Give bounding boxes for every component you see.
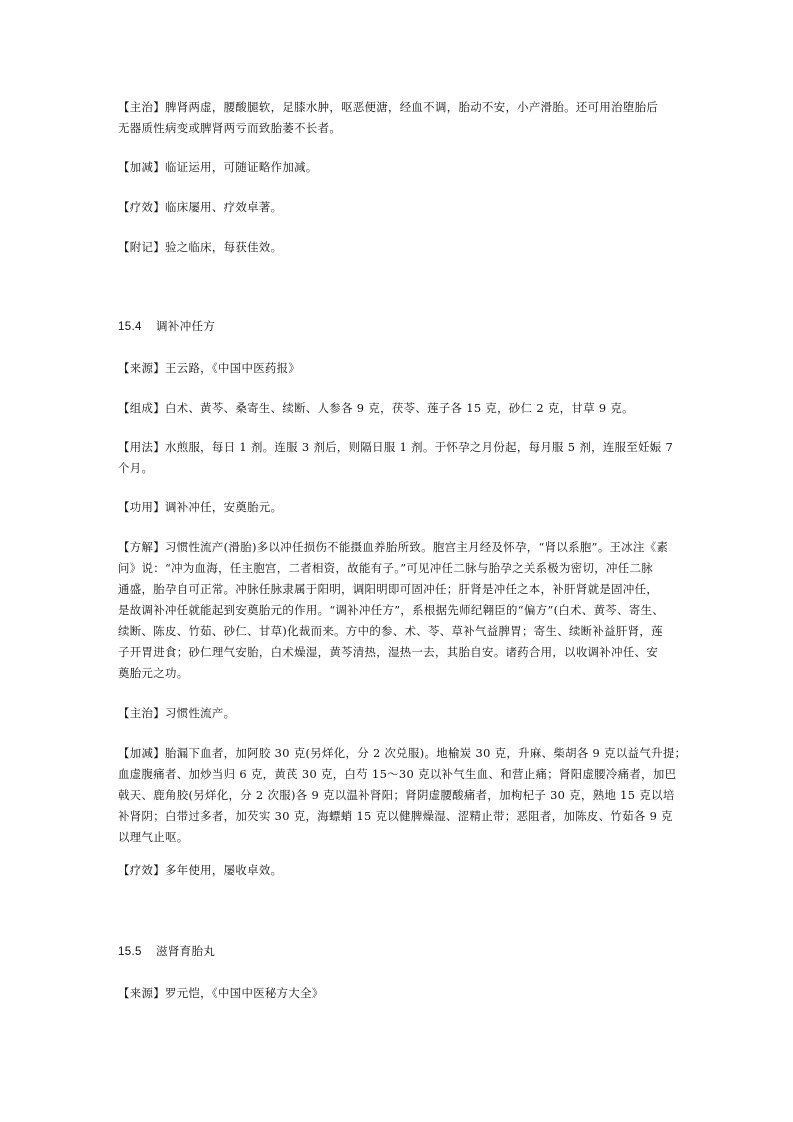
paragraph-line: 子开胃进食；砂仁理气安胎，白术燥湿，黄芩清热，湿热一去，其胎自安。诸药合用，以收调补冲任、安 [118,645,659,659]
paragraph-line: 以理气止呕。 [118,830,189,844]
paragraph-line: 奠胎元之功。 [118,666,189,680]
paragraph-line: 个月。 [118,461,154,475]
paragraph-line: 是故调补冲任就能起到安奠胎元的作用。“调补冲任方”，系根据先师纪翱臣的“偏方”(白术、黄芩、寄生、 [118,603,665,617]
paragraph-line: 血虚腹痛者、加炒当归 6 克，黄芪 30 克，白芍 15～30 克以补气生血、和营止痛；肾阳虚腰冷痛者，加巴 [118,767,677,781]
paragraph-line: 无器质性病变或脾肾两亏而致胎萎不长者。 [118,121,342,135]
paragraph-line: 通盛，胎孕自可正常。冲脉任脉隶属于阳明，调阳明即可固冲任；肝肾是冲任之本，补肝肾就是固冲任， [118,582,659,596]
paragraph-line: 【疗效】多年使用，屡收卓效。 [118,863,283,877]
paragraph-line: 【附记】验之临床，每获佳效。 [118,240,283,254]
section-title: 滋肾育胎丸 [156,946,216,958]
paragraph-line: 【方解】习惯性流产(滑胎)多以冲任损伤不能摄血养胎所致。胞宫主月经及怀孕，“肾以系胞”。王冰注《素 [118,540,669,554]
section-heading [118,945,215,959]
paragraph-line: 【疗效】临床屡用、疗效卓著。 [118,200,283,214]
paragraph-line: 【用法】水煎服，每日 1 剂。连服 3 剂后，则隔日服 1 剂。于怀孕之月份起，每月服 5 剂，连服至妊娠 7 [118,440,674,454]
section-heading [118,320,215,334]
paragraph-line: 戟天、鹿角胶(另烊化，分 2 次服)各 9 克以温补肾阳；肾阴虚腰酸痛者，加枸杞子 30 克，熟地 15 克以培 [118,788,675,802]
paragraph-line: 【主治】脾肾两虚，腰酸腿软，足膝水肿，呕恶便溏，经血不调，胎动不安，小产滑胎。还可用治堕胎后 [118,100,659,114]
section-number: 15.5 [118,946,142,958]
paragraph-line: 【来源】罗元恺，《中国中医秘方大全》 [118,986,324,1000]
paragraph-line: 【加减】临证运用，可随证略作加减。 [118,160,318,174]
paragraph-line: 续断、陈皮、竹茹、砂仁、甘草)化裁而来。方中的参、术、苓、草补气益脾胃；寄生、续断补益肝肾，莲 [118,624,663,638]
paragraph-line: 问》说：“冲为血海，任主胞宫，二者相资，故能有子。”可见冲任二脉与胎孕之关系极为密切，冲任二脉 [118,561,653,575]
paragraph-line: 【功用】调补冲任，安奠胎元。 [118,500,283,514]
paragraph-line: 【组成】白术、黄芩、桑寄生、续断、人参各 9 克，茯苓、莲子各 15 克，砂仁 2 克，甘草 9 克。 [118,401,634,415]
paragraph-line: 补肾阴；白带过多者，加芡实 30 克，海螵蛸 15 克以健脾燥湿、涩精止带；恶阻者，加陈皮、竹茹各 9 克 [118,809,673,823]
section-number: 15.4 [118,321,142,333]
paragraph-line: 【主治】习惯性流产。 [118,706,236,720]
paragraph-line: 【加减】胎漏下血者，加阿胶 30 克(另烊化，分 2 次兑服)。地榆炭 30 克，升麻、柴胡各 9 克以益气升提； [118,746,687,760]
paragraph-line: 【来源】王云路，《中国中医药报》 [118,361,301,375]
section-title: 调补冲任方 [156,321,216,333]
